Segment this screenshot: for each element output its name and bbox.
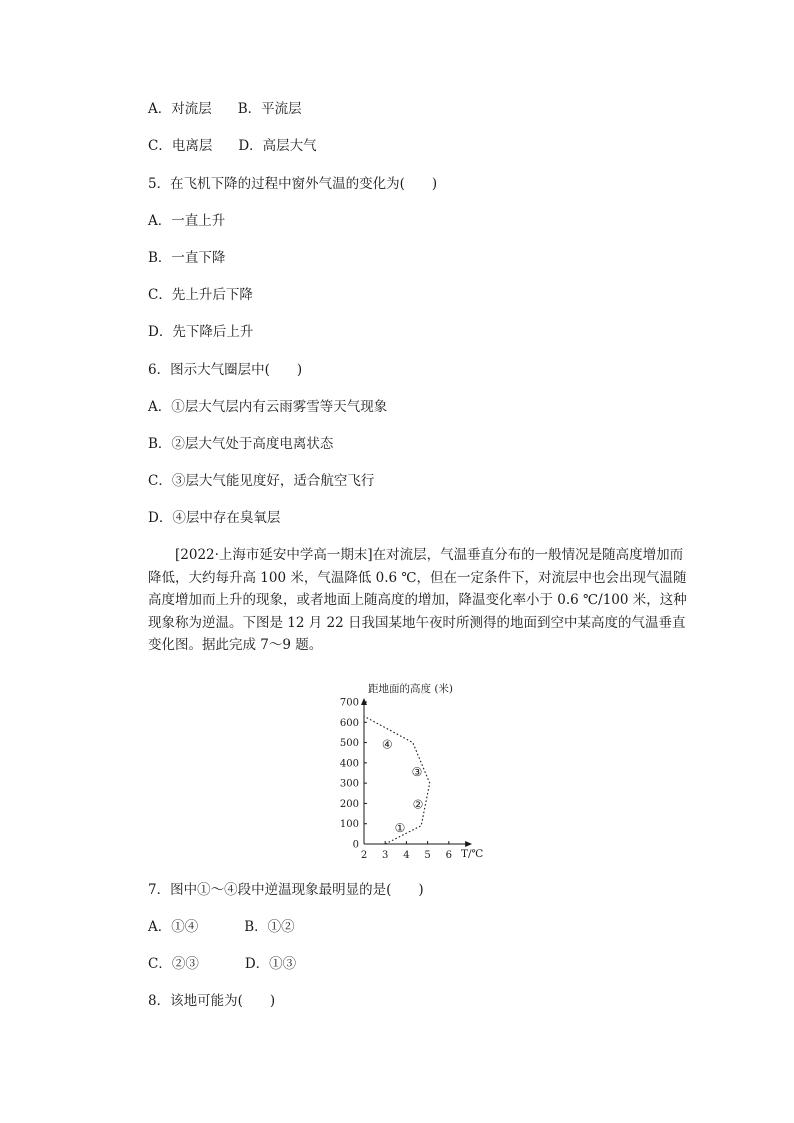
q5-option-c: C．先上升后下降 xyxy=(148,287,253,303)
q4-options-row2 xyxy=(148,137,317,155)
q5-option-b: B．一直下降 xyxy=(148,250,226,266)
y-tick-label: 0 xyxy=(352,839,359,851)
chart-x-axis-label: T/℃ xyxy=(461,848,484,860)
q4-option-a: A．对流层 xyxy=(148,101,212,117)
y-tick-label: 400 xyxy=(339,758,359,770)
x-tick-label: 3 xyxy=(382,850,389,861)
q7-options-row1 xyxy=(148,918,295,936)
y-tick-label: 300 xyxy=(339,778,359,790)
q8-stem: 8．该地可能为( ) xyxy=(148,993,276,1009)
y-tick-label: 700 xyxy=(339,697,359,709)
chart-ticks xyxy=(340,698,452,862)
y-tick-label: 600 xyxy=(339,717,359,729)
x-tick-label: 2 xyxy=(360,850,368,861)
segment-label: ① xyxy=(394,820,406,835)
q4-option-d: D．高层大气 xyxy=(238,138,317,154)
q7-option-b: B．①② xyxy=(244,919,295,935)
q4-option-c: C．电离层 xyxy=(148,138,213,154)
x-tick-label: 6 xyxy=(445,850,452,861)
y-tick-label: 100 xyxy=(339,819,359,831)
y-axis-arrow xyxy=(361,698,367,705)
reading-passage: [2022·上海市延安中学高一期末]在对流层，气温垂直分布的一般情况是随高度增加而降低，大约每升高 100 米，气温降低 0.6 ℃，但在一定条件下，对流层中也会出现气温随高度增加而上升的现象，或者地面上随高度的增加，降温变化率小于 0.6 ℃/100 米，这种现象称为逆温。下图是 12 月 22 日我国某地午夜时所测得的地面到空中某高度的气温垂直变化图。据此完成 7～9 题。 xyxy=(148,547,687,653)
y-tick-label: 200 xyxy=(339,798,359,810)
q7-option-a: A．①④ xyxy=(148,919,199,935)
q4-option-b: B．平流层 xyxy=(237,101,302,117)
q7-stem: 7．图中①～④段中逆温现象最明显的是( ) xyxy=(148,882,424,898)
segment-label: ④ xyxy=(381,737,393,752)
x-axis-arrow xyxy=(465,841,472,847)
q6-option-c: C．③层大气能见度好，适合航空飞行 xyxy=(148,473,375,489)
q7-option-d: D．①③ xyxy=(244,956,297,972)
q7-options-row2 xyxy=(148,955,296,973)
x-tick-label: 5 xyxy=(424,850,431,861)
chart-segment-labels xyxy=(382,738,424,835)
q7-option-c: C．②③ xyxy=(148,956,199,972)
segment-label: ② xyxy=(412,797,424,812)
x-tick-label: 4 xyxy=(403,850,410,861)
temperature-height-chart xyxy=(330,678,500,863)
q4-options-row1 xyxy=(148,100,302,118)
q5-option-a: A．一直上升 xyxy=(148,213,226,229)
q6-stem: 6．图示大气圈层中( ) xyxy=(148,362,303,378)
q6-option-b: B．②层大气处于高度电离状态 xyxy=(148,436,334,452)
q5-option-d: D．先下降后上升 xyxy=(148,324,254,340)
segment-label: ③ xyxy=(411,764,423,779)
y-tick-label: 500 xyxy=(339,738,359,750)
q5-stem: 5．在飞机下降的过程中窗外气温的变化为( ) xyxy=(148,176,438,192)
q6-option-d: D．④层中存在臭氧层 xyxy=(148,510,281,526)
q6-option-a: A．①层大气层内有云雨雾雪等天气现象 xyxy=(148,399,388,415)
chart-y-axis-label: 距地面的高度 (米) xyxy=(368,683,454,695)
